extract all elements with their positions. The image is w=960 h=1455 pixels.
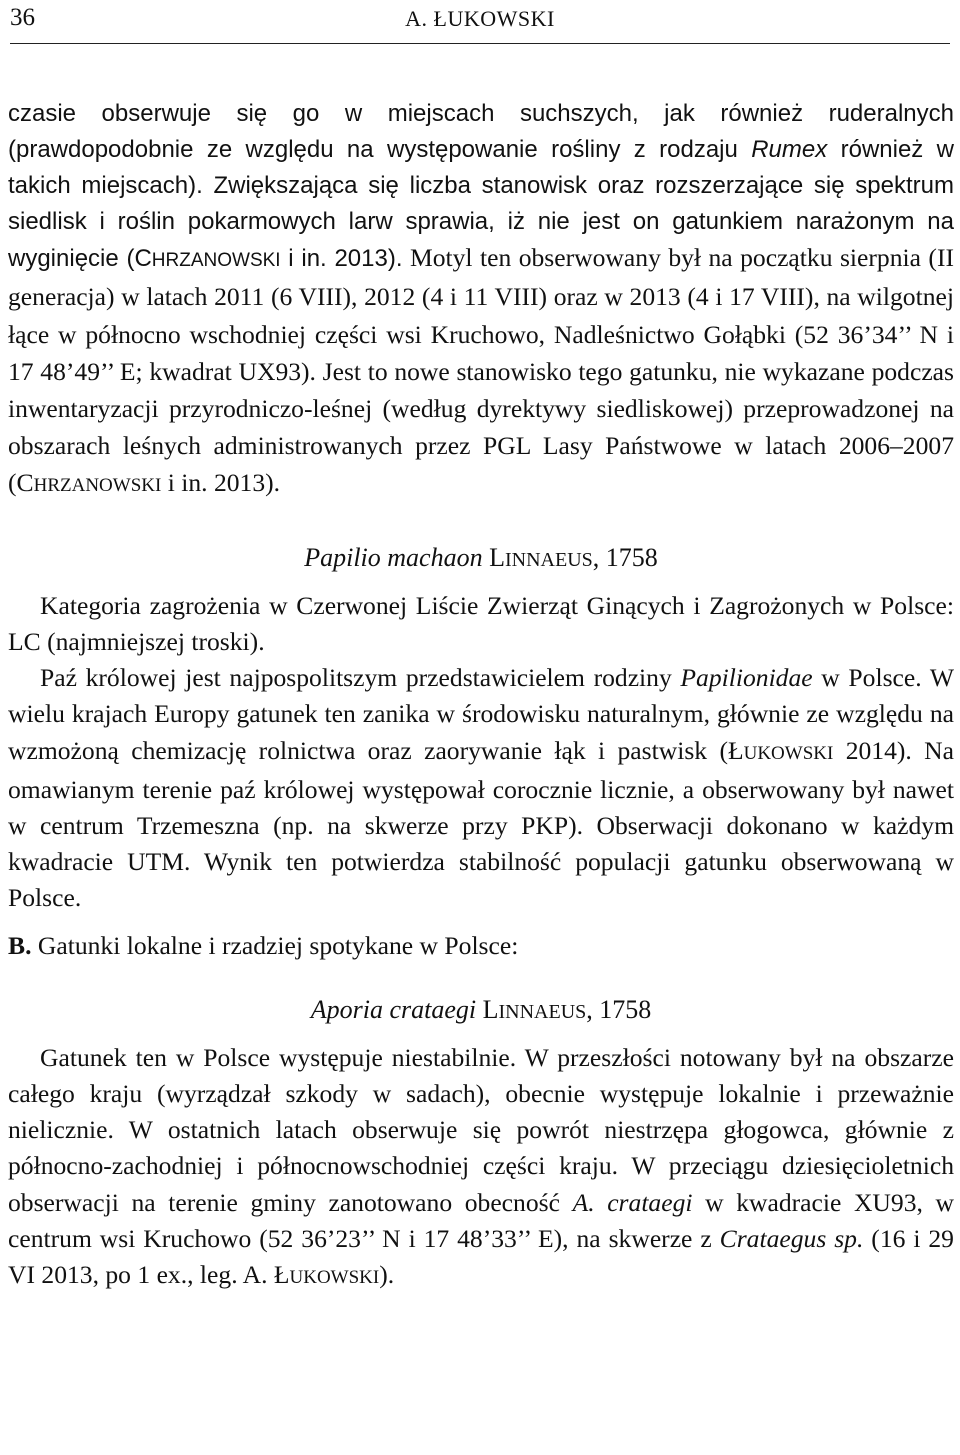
species-heading-aporia-crataegi: Aporia crataegi LINNAEUS, 1758	[310, 995, 652, 1025]
paragraph-papilio: Paź królowej jest najpospolitszym przedstawicielem rodziny Papilionidae w Polsce. W wielu krajach Europy gatunek ten zanika w środowisku naturalnym, głównie ze względu na wzmożoną chemizację rolnictwa oraz zaorywanie łąk i pastwisk (ŁUKOWSKI 2014). Na omawianym terenie paź królowej występował corocznie licznie, a obserwowany był nawet w centrum Trzemeszna (np. na skwerze przy PKP). Obserwacji dokonano w każdym kwadracie UTM. Wynik ten potwierdza stabilność populacji gatunku obserwowaną w Polsce.	[8, 663, 955, 912]
page-number: 36	[10, 4, 35, 31]
page-header	[10, 4, 950, 44]
paragraph-kruchowo-observation: czasie obserwuje się go w miejscach suchszych, jak również ruderalnych (prawdopodobnie ze względu na występowanie rośliny z rodzaju Rumex również w takich miejscach). Zwiększająca się liczba stanowisk oraz rozszerzające się spektrum siedlisk i roślin pokarmowych larw sprawia, iż nie jest on gatunkiem narażonym na wyginięcie (CHRZANOWSKI i in. 2013). Motyl ten obserwowany był na początku sierpnia (II generacja) w latach 2011 (6 VIII), 2012 (4 i 11 VIII) oraz w 2013 (4 i 17 VIII), na wilgotnej łące w północno wschodniej części wsi Kruchowo, Nadleśnictwo Gołąbki (52 36’34’’ N i 17 48’49’’ E; kwadrat UX93). Jest to nowe stanowisko tego gatunku, nie wykazane podczas inwentaryzacji przyrodniczo-leśnej (według dyrektywy siedliskowej) przeprowadzonej na obszarach leśnych administrowanych przez PGL Lasy Państwowe w latach 2006–2007 (CHRZANOWSKI i in. 2013).	[8, 100, 954, 497]
section-b-heading: B. Gatunki lokalne i rzadziej spotykane w Polsce:	[8, 930, 519, 960]
header-rule	[10, 43, 950, 44]
page-body	[8, 96, 954, 1296]
paragraph-aporia: Gatunek ten w Polsce występuje niestabilnie. W przeszłości notowany był na obszarze całego kraju (wyrządzał szkody w sadach), obecnie występuje lokalnie i przeważnie nielicznie. W ostatnich latach obserwuje się powrót niestrzępa głogowca, głównie z północno-zachodniej i północnowschodniej części kraju. W przeciągu dziesięcioletnich obserwacji na terenie gminy zanotowano obecność A. crataegi w kwadracie XU93, w centrum wsi Kruchowo (52 36’23’’ N i 17 48’33’’ E), na skwerze z Crataegus sp. (16 i 29 VI 2013, po 1 ex., leg. A. ŁUKOWSKI).	[8, 1043, 954, 1289]
species-heading-papilio-machaon: Papilio machaon LINNAEUS, 1758	[304, 543, 658, 573]
running-head: A. ŁUKOWSKI	[405, 6, 555, 31]
threat-category: Kategoria zagrożenia w Czerwonej Liście Zwierząt Ginących i Zagrożonych w Polsce: LC (najmniejszej troski).	[8, 591, 954, 657]
